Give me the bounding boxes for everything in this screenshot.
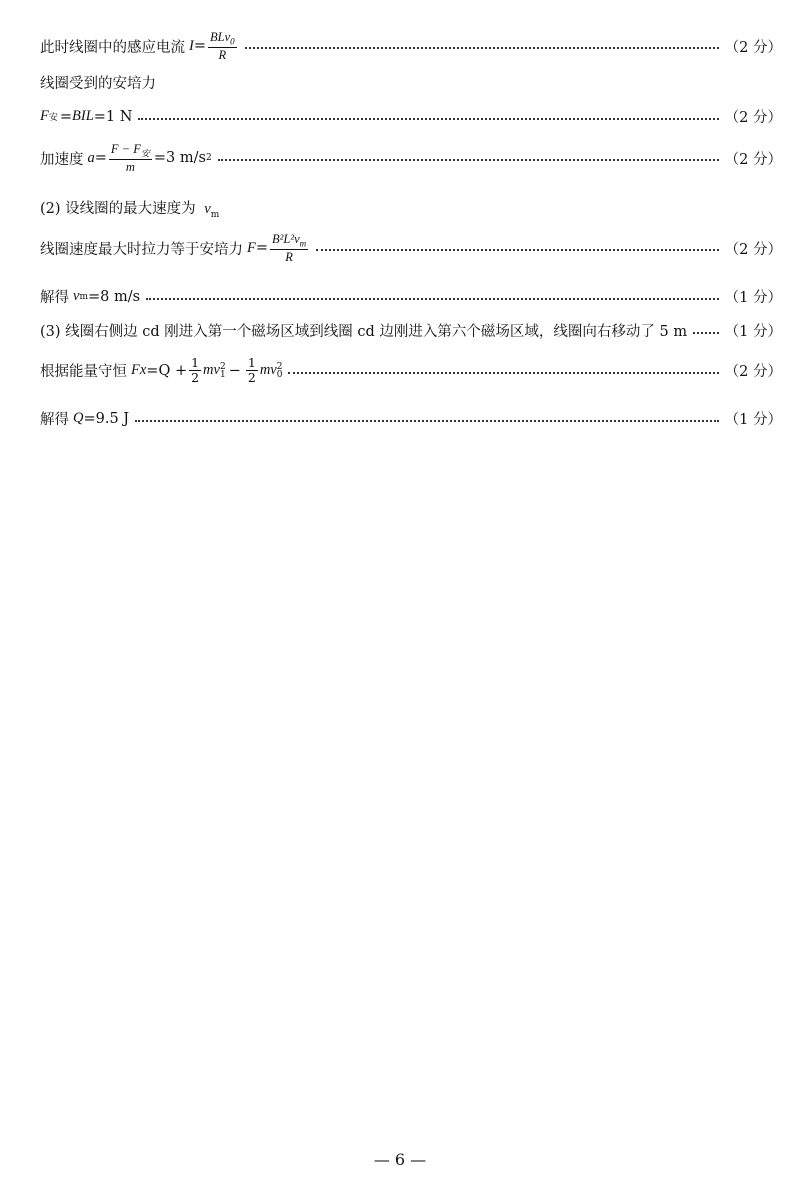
solve-vm-line: 解得 v m =8 m/s （1 分） [40,288,782,306]
dot-leader [146,298,719,300]
acceleration-fraction: $\frac{F - F_安}{m}$ [110,142,150,174]
energy-line: 根据能量守恒 Fx =Q + $\frac{1}{2}$ mv 2 1 − $\frac{1}{2}$ mv 2 0 （2 分） [40,355,782,386]
dot-leader [288,372,718,374]
score: （2 分） [724,110,782,126]
dot-leader [245,47,719,49]
dot-leader [138,118,718,120]
dot-leader [316,249,719,251]
half-fraction-2: $\frac{1}{2}$ [247,355,256,386]
acceleration-line: 加速度 a = $\frac{F - F_安}{m}$ =3 m/s 2 （2 分） [40,142,782,174]
score: （1 分） [724,324,782,340]
dot-leader [218,159,719,161]
page-number: — 6 — [373,1150,427,1169]
ampere-force-line: F 安 = BIL =1 N （2 分） [40,108,782,126]
score: （2 分） [724,364,782,381]
score: （1 分） [724,290,782,306]
current-fraction: $\frac{BLv_0}{R}$ [210,30,235,62]
dot-leader [135,420,719,422]
ampere-heading: 线圈受到的安培力 [40,76,156,92]
part3-line: (3) 线圈右侧边 cd 刚进入第一个磁场区域到线圈 cd 边刚进入第六个磁场区域，线圈向右移动了 5 m （1 分） [40,320,782,341]
max-speed-fraction: $\frac{B^2L^2v_m}{R}$ [272,232,307,264]
score: （2 分） [724,241,782,258]
part2-heading: (2) 设线圈的最大速度为 $v_m$ [40,201,220,220]
max-speed-line: 线圈速度最大时拉力等于安培力 F = $\frac{B^2L^2v_m}{R}$ （2 分） [40,232,782,264]
solve-q-line: 解得 Q =9.5 J （1 分） [40,410,782,428]
score: （2 分） [724,39,782,56]
current-line: 此时线圈中的感应电流 I = $\frac{BLv_0}{R}$ （2 分） [40,30,782,62]
score: （2 分） [724,151,782,168]
score: （1 分） [724,412,782,428]
dot-leader [693,332,719,334]
half-fraction-1: $\frac{1}{2}$ [191,355,200,386]
